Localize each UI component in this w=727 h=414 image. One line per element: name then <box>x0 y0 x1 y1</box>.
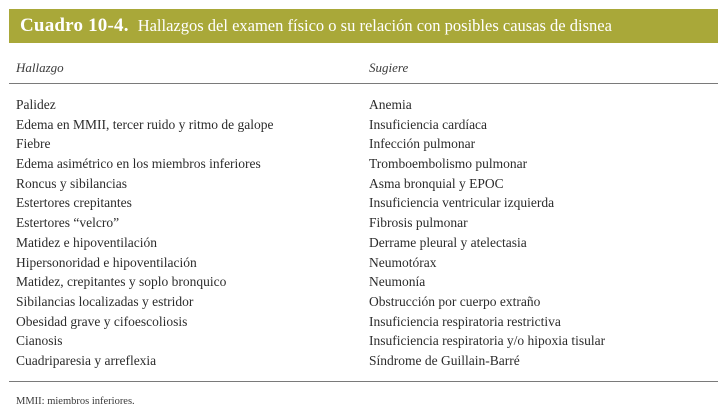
column-header-suggests: Sugiere <box>369 60 409 75</box>
suggests-cell: Tromboembolismo pulmonar <box>369 156 528 172</box>
table-body <box>0 95 727 371</box>
table-row <box>0 213 727 233</box>
suggests-cell: Insuficiencia respiratoria y/o hipoxia tisular <box>369 333 606 349</box>
table-row <box>0 233 727 253</box>
finding-cell: Fiebre <box>16 136 51 152</box>
suggests-cell: Derrame pleural y atelectasia <box>369 234 527 250</box>
table-footnote: MMII: miembros inferiores. <box>16 396 135 407</box>
suggests-cell: Anemia <box>369 97 412 112</box>
header-divider <box>9 83 718 84</box>
finding-cell: Obesidad grave y cifoescoliosis <box>16 313 188 329</box>
table-number: Cuadro 10-4. <box>20 15 129 36</box>
table-title: Hallazgos del examen físico o su relación con posibles causas de disnea <box>137 16 612 35</box>
table-row <box>0 174 727 194</box>
suggests-cell: Obstrucción por cuerpo extraño <box>369 293 541 309</box>
finding-cell: Edema asimétrico en los miembros inferiores <box>16 156 261 172</box>
finding-cell: Palidez <box>16 97 56 112</box>
finding-cell: Roncus y sibilancias <box>16 175 127 191</box>
table-title-bar <box>9 9 718 43</box>
table-row <box>0 154 727 174</box>
table-row <box>0 95 727 115</box>
table-row <box>0 115 727 135</box>
table-row <box>0 272 727 292</box>
suggests-cell: Neumonía <box>369 274 426 290</box>
column-header-finding: Hallazgo <box>16 60 64 75</box>
table-row <box>0 331 727 351</box>
table-row <box>0 193 727 213</box>
finding-cell: Cianosis <box>16 333 63 349</box>
finding-cell: Estertores “velcro” <box>16 215 120 231</box>
table-row <box>0 253 727 273</box>
footer-divider <box>9 381 718 382</box>
table-row <box>0 134 727 154</box>
finding-cell: Matidez e hipoventilación <box>16 234 157 250</box>
table-row <box>0 292 727 312</box>
table-row <box>0 312 727 332</box>
suggests-cell: Insuficiencia ventricular izquierda <box>369 195 555 211</box>
suggests-cell: Insuficiencia respiratoria restrictiva <box>369 313 561 329</box>
finding-cell: Estertores crepitantes <box>16 195 132 211</box>
finding-cell: Hipersonoridad e hipoventilación <box>16 254 197 270</box>
finding-cell: Sibilancias localizadas y estridor <box>16 293 194 309</box>
suggests-cell: Neumotórax <box>369 254 437 270</box>
suggests-cell: Insuficiencia cardíaca <box>369 116 488 132</box>
suggests-cell: Síndrome de Guillain-Barré <box>369 352 520 368</box>
suggests-cell: Asma bronquial y EPOC <box>369 175 504 191</box>
finding-cell: Matidez, crepitantes y soplo bronquico <box>16 274 227 290</box>
suggests-cell: Infección pulmonar <box>369 136 476 152</box>
finding-cell: Cuadriparesia y arreflexia <box>16 352 157 368</box>
finding-cell: Edema en MMII, tercer ruido y ritmo de galope <box>16 116 274 132</box>
table-row <box>0 351 727 371</box>
suggests-cell: Fibrosis pulmonar <box>369 215 468 231</box>
